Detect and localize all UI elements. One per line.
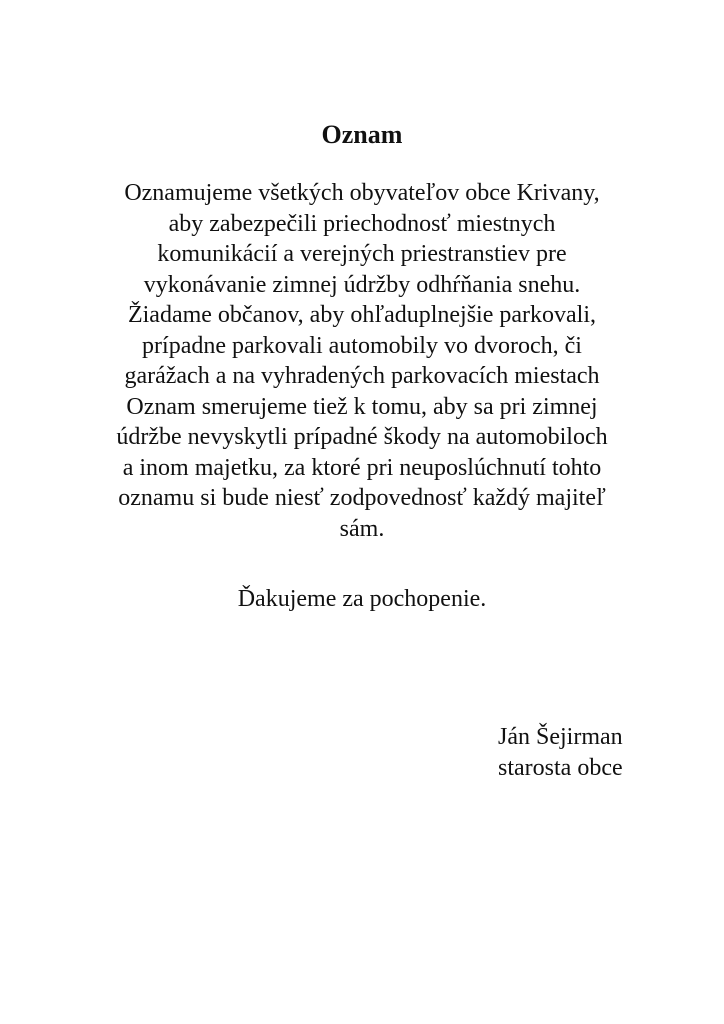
signature-role: starosta obce [498, 754, 623, 781]
signature-block [498, 722, 623, 783]
body-line: sám. [339, 515, 385, 542]
thanks-line: Ďakujeme za pochopenie. [237, 586, 487, 612]
body-line: Oznamujeme všetkých obyvateľov obce Krivany, [124, 180, 600, 206]
body-line: a inom majetku, za ktoré pri neuposlúchnutí tohto [122, 454, 602, 481]
document-title: Oznam [321, 120, 403, 149]
body-line: prípadne parkovali automobily vo dvoroch, či [142, 332, 582, 359]
body-line: Oznam smerujeme tiež k tomu, aby sa pri zimnej [126, 393, 598, 420]
body-line: oznamu si bude niesť zodpovednosť každý majiteľ [118, 485, 606, 511]
body-line: Žiadame občanov, aby ohľaduplnejšie parkovali, [127, 302, 597, 328]
signature-name: Ján Šejirman [498, 724, 623, 750]
announcement-body [0, 178, 724, 544]
body-line: garážach a na vyhradených parkovacích miestach [124, 363, 600, 389]
body-line: vykonávanie zimnej údržby odhŕňania snehu. [143, 271, 581, 298]
body-line: údržbe nevyskytli prípadné škody na automobiloch [116, 424, 608, 450]
body-line: komunikácií a verejných priestranstiev pre [157, 241, 567, 267]
body-line: aby zabezpečili priechodnosť miestnych [168, 210, 556, 237]
